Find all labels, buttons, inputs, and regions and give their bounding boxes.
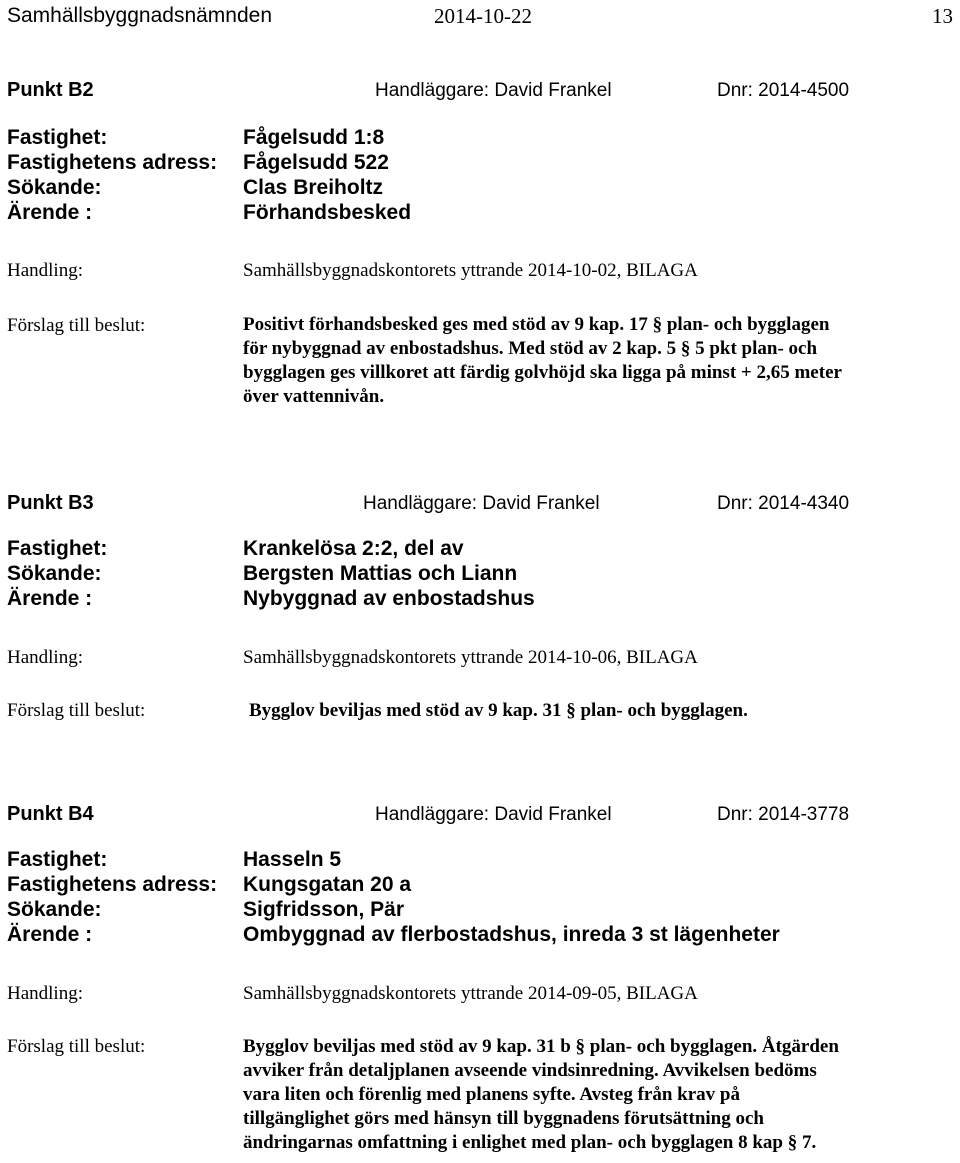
document-title: Samhällsbyggnadsnämnden [7, 4, 273, 27]
field-value-sokande: Sigfridsson, Pär [243, 898, 405, 921]
field-value-arende: Ombyggnad av flerbostadshus, inreda 3 st lägenheter [243, 923, 780, 946]
forslag-line: Bygglov beviljas med stöd av 9 kap. 31 § plan- och bygglagen. [249, 700, 748, 721]
field-value-sokande: Bergsten Mattias och Liann [243, 562, 518, 585]
handling-text: Samhällsbyggnadskontorets yttrande 2014-10-06, BILAGA [243, 647, 698, 668]
forslag-line: Positivt förhandsbesked ges med stöd av 9 kap. 17 § plan- och bygglagen [243, 314, 830, 335]
forslag-text [243, 1035, 955, 1155]
field-label-sokande: Sökande: [7, 898, 102, 921]
forslag-label: Förslag till beslut: [7, 700, 146, 721]
forslag-label: Förslag till beslut: [7, 1036, 146, 1057]
meeting-date: 2014-10-22 [434, 4, 532, 28]
field-label-sokande: Sökande: [7, 562, 102, 585]
field-label-arende: Ärende : [7, 587, 93, 610]
handling-text: Samhällsbyggnadskontorets yttrande 2014-10-02, BILAGA [243, 260, 698, 281]
item-title: Punkt B3 [7, 492, 94, 514]
field-value-adress: Fågelsudd 522 [243, 151, 389, 174]
forslag-line: Bygglov beviljas med stöd av 9 kap. 31 b § plan- och bygglagen. Åtgärden [243, 1036, 839, 1057]
item-dnr: Dnr: 2014-4340 [717, 493, 850, 514]
forslag-line: över vattennivån. [243, 386, 385, 407]
field-value-fastighet: Hasseln 5 [243, 848, 342, 871]
forslag-text [243, 313, 953, 409]
field-value-adress: Kungsgatan 20 a [243, 873, 412, 896]
item-title: Punkt B2 [7, 79, 94, 101]
handling-label: Handling: [7, 647, 83, 668]
field-label-arende: Ärende : [7, 201, 93, 224]
forslag-line: bygglagen ges villkoret att färdig golvhöjd ska ligga på minst + 2,65 meter [243, 362, 842, 383]
handling-text: Samhällsbyggnadskontorets yttrande 2014-09-05, BILAGA [243, 983, 698, 1004]
forslag-text [249, 699, 949, 723]
page-number: 13 [932, 4, 953, 28]
field-label-arende: Ärende : [7, 923, 93, 946]
forslag-line: vara liten och förenlig med planens syfte. Avsteg från krav på [243, 1084, 740, 1105]
forslag-line: avviker från detaljplanen avseende vindsinredning. Avvikelsen bedöms [243, 1060, 817, 1081]
item-dnr: Dnr: 2014-4500 [717, 80, 850, 101]
field-value-sokande: Clas Breiholtz [243, 176, 384, 199]
handling-label: Handling: [7, 983, 83, 1004]
item-title: Punkt B4 [7, 803, 94, 825]
item-dnr: Dnr: 2014-3778 [717, 804, 850, 825]
field-label-fastighet: Fastighet: [7, 126, 108, 149]
field-label-adress: Fastighetens adress: [7, 151, 218, 174]
field-label-sokande: Sökande: [7, 176, 102, 199]
field-label-fastighet: Fastighet: [7, 537, 108, 560]
field-label-adress: Fastighetens adress: [7, 873, 218, 896]
handling-label: Handling: [7, 260, 83, 281]
field-value-fastighet: Fågelsudd 1:8 [243, 126, 385, 149]
field-value-arende: Förhandsbesked [243, 201, 412, 224]
forslag-line: tillgänglighet görs med hänsyn till byggnadens förutsättning och [243, 1108, 764, 1129]
field-value-fastighet: Krankelösa 2:2, del av [243, 537, 464, 560]
forslag-line: ändringarnas omfattning i enlighet med plan- och bygglagen 8 kap § 7. [243, 1132, 817, 1153]
item-handler: Handläggare: David Frankel [363, 493, 600, 514]
forslag-line: för nybyggnad av enbostadshus. Med stöd av 2 kap. 5 § 5 pkt plan- och [243, 338, 818, 359]
item-handler: Handläggare: David Frankel [375, 804, 612, 825]
item-handler: Handläggare: David Frankel [375, 80, 612, 101]
forslag-label: Förslag till beslut: [7, 315, 146, 336]
field-label-fastighet: Fastighet: [7, 848, 108, 871]
field-value-arende: Nybyggnad av enbostadshus [243, 587, 535, 610]
